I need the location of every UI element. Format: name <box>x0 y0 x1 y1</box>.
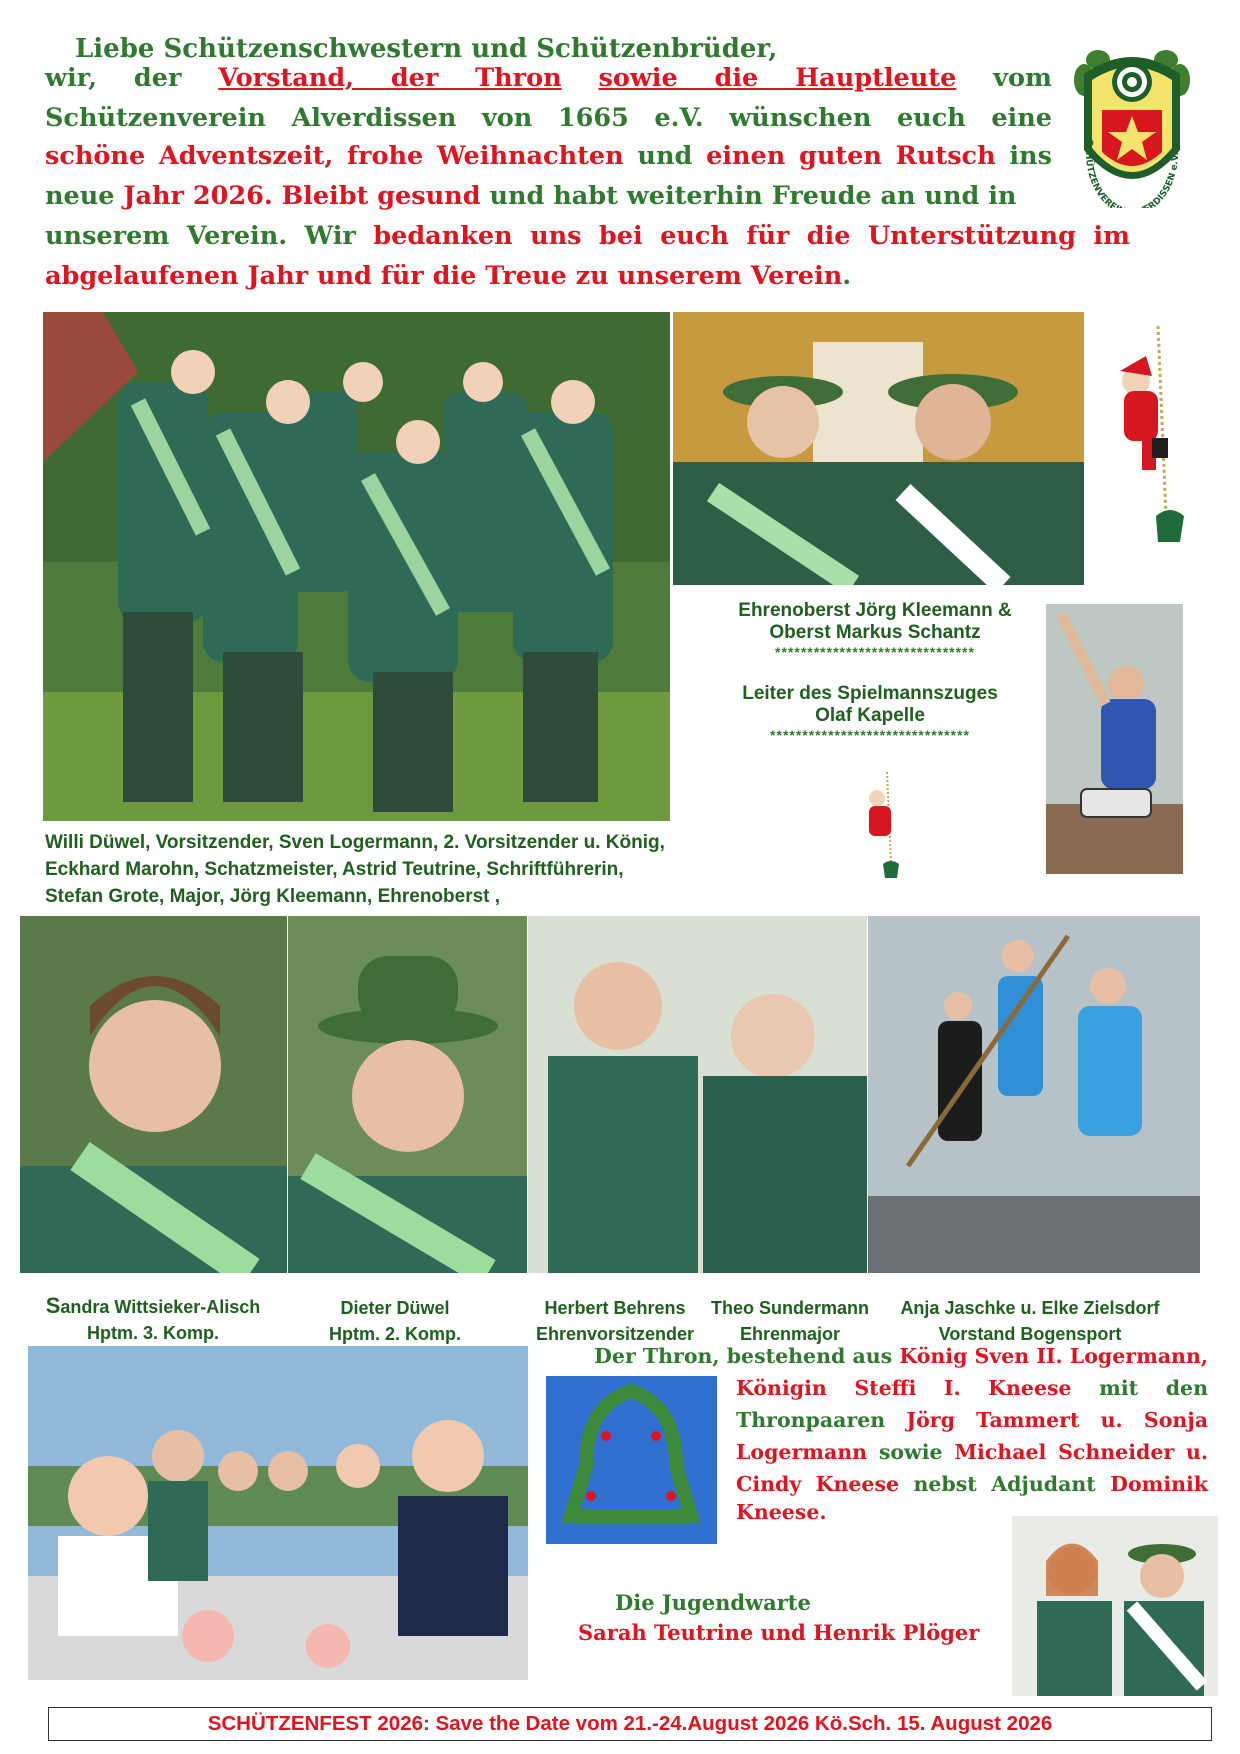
santa-ornament-small <box>857 772 913 884</box>
greeting-line-4: schöne Adventszeit, frohe Weihnachten und einen guten Rutsch ins <box>45 141 1052 171</box>
sandra-caption: Sandra Wittsieker-Alisch Hptm. 3. Komp. <box>45 1293 261 1343</box>
dieter-photo <box>288 916 527 1273</box>
logo-ring-text: SCHÜTZENVERE RDISSEN e.V. v. <box>1082 138 1182 208</box>
jugend-title: Die Jugendwarte <box>615 1590 811 1615</box>
theo-caption: Theo Sundermann Ehrenmajor <box>710 1298 869 1344</box>
divider-stars: ******************************* <box>775 644 975 660</box>
oberst-caption: Ehrenoberst Jörg Kleemann & Oberst Markus Schantz ******************************* <box>680 600 1070 660</box>
bell-photo <box>546 1376 717 1544</box>
herbert-caption: Herbert Behrens Ehrenvorsitzender <box>535 1298 695 1344</box>
santa-ornament-large <box>1106 326 1192 558</box>
oberst-photo <box>673 312 1084 585</box>
greeting-line-7: abgelaufenen Jahr und für die Treue zu unserem Verein. <box>45 261 852 291</box>
spielmann-photo <box>1046 604 1183 874</box>
thron-text-last: Kneese. <box>736 1500 827 1524</box>
thron-text-block: Königin Steffi I. Kneese mit den Thronpaaren Jörg Tammert u. Sonja Logermann sowie Michael Schneider u. Cindy Kneese nebst Adjudant Dominik <box>736 1376 1208 1496</box>
greeting-line-3: Schützenverein Alverdissen von 1665 e.V. wünschen euch eine <box>45 103 1052 133</box>
divider-stars: ******************************* <box>770 727 970 743</box>
anja-caption: Anja Jaschke u. Elke Zielsdorf Vorstand Bogensport <box>900 1298 1160 1344</box>
thron-text-line-1: Der Thron, bestehend aus König Sven II. Logermann, <box>594 1344 1208 1368</box>
jugendwarte-photo <box>1012 1516 1218 1696</box>
thron-photo <box>28 1346 528 1680</box>
dieter-caption: Dieter Düwel Hptm. 2. Komp. <box>328 1298 461 1344</box>
greeting-line-2: wir, der Vorstand, der Thron sowie die Hauptleute vom <box>45 63 1052 93</box>
jugend-names: Sarah Teutrine und Henrik Plöger <box>578 1620 980 1645</box>
sandra-photo <box>20 916 287 1273</box>
club-logo <box>1068 40 1196 208</box>
spielmann-caption: Leiter des Spielmannszuges Olaf Kapelle ******************************* <box>680 683 1060 743</box>
footer-save-the-date: SCHÜTZENFEST 2026: Save the Date vom 21.-24.August 2026 Kö.Sch. 15. August 2026 <box>48 1707 1212 1741</box>
bogensport-photo <box>868 916 1200 1273</box>
herbert-theo-photo <box>528 916 867 1273</box>
greeting-line-1: Liebe Schützenschwestern und Schützenbrüder, <box>75 34 778 64</box>
vorstand-group-photo <box>43 312 670 821</box>
greeting-line-6: unserem Verein. Wir bedanken uns bei euch für die Unterstützung im <box>45 221 1130 251</box>
greeting-line-5: neue Jahr 2026. Bleibt gesund und habt weiterhin Freude an und in <box>45 181 1017 211</box>
vorstand-caption: Willi Düwel, Vorsitzender, Sven Logermann, 2. Vorsitzender u. König, Eckhard Marohn, Schatzmeister, Astrid Teutrine, Schriftführerin, Stefan Grote, Major, Jörg Kleemann, Ehrenoberst , <box>45 832 665 907</box>
